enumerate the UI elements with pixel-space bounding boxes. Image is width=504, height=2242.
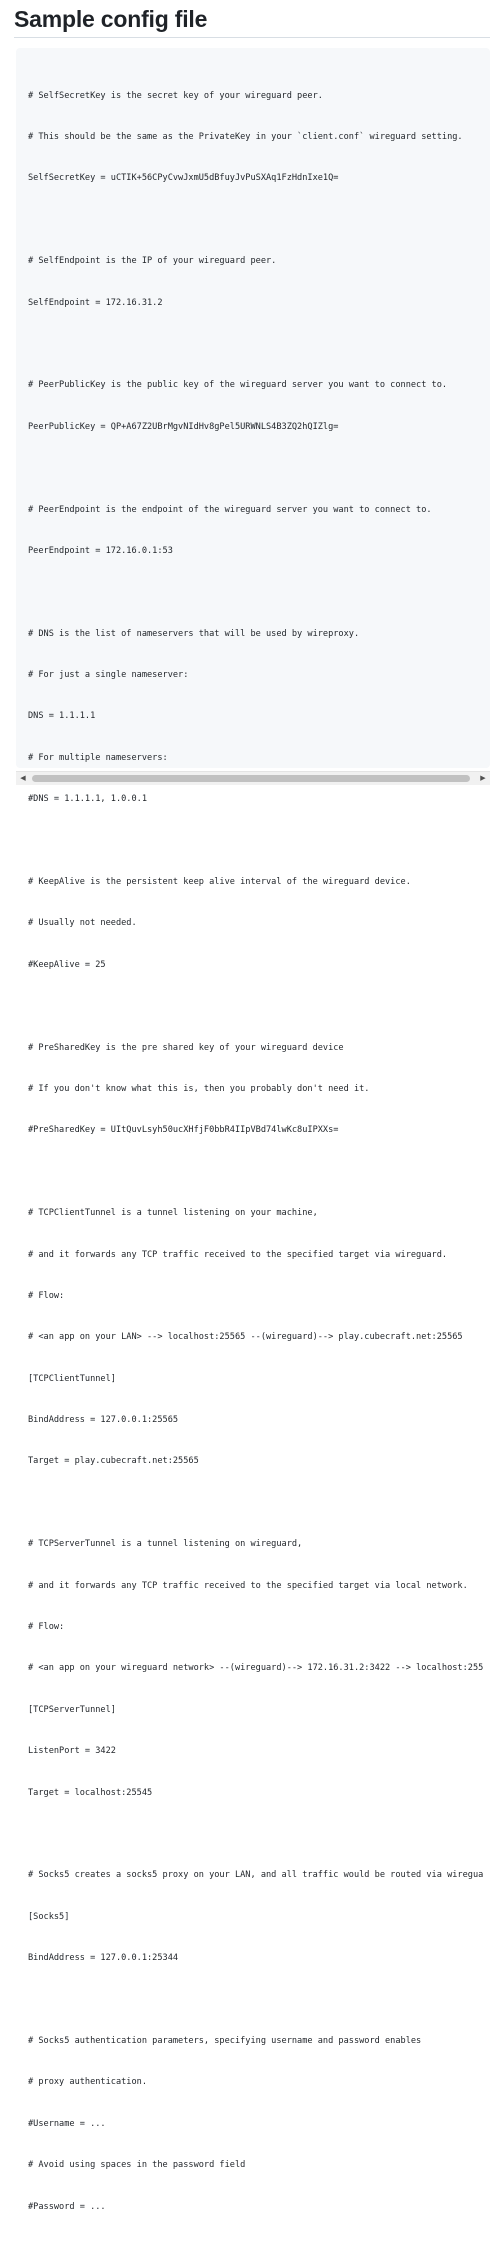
code-line: # PreSharedKey is the pre shared key of your wireguard device: [28, 1042, 344, 1053]
code-line: # This should be the same as the PrivateKey in your `client.conf` wireguard setting.: [28, 131, 463, 142]
code-line: [TCPServerTunnel]: [28, 1704, 116, 1715]
code-block: [16, 48, 490, 2212]
code-line: #PreSharedKey = UItQuvLsyh50ucXHfjF0bbR4IIpVBd74lwKc8uIPXXs=: [28, 1125, 339, 1136]
code-line: [28, 586, 483, 600]
code-line: # Avoid using spaces in the password field: [28, 2160, 246, 2171]
code-line: # Flow:: [28, 1290, 65, 1301]
code-line: BindAddress = 127.0.0.1:25344: [28, 1953, 179, 1964]
code-line: [28, 1497, 483, 1511]
code-line: # PeerPublicKey is the public key of the wireguard server you want to connect to.: [28, 380, 448, 391]
code-line: # and it forwards any TCP traffic received to the specified target via wireguard.: [28, 1249, 448, 1260]
code-line: # <an app on your LAN> --> localhost:25565 --(wireguard)--> play.cubecraft.net:25565: [28, 1332, 463, 1343]
code-line: ListenPort = 3422: [28, 1746, 116, 1757]
code-line: # Socks5 authentication parameters, specifying username and password enables: [28, 2035, 422, 2046]
code-line: # KeepAlive is the persistent keep alive interval of the wireguard device.: [28, 877, 411, 888]
code-line: # and it forwards any TCP traffic received to the specified target via local network.: [28, 1580, 468, 1591]
scrollbar-thumb[interactable]: [32, 775, 470, 782]
code-line: # proxy authentication.: [28, 2077, 147, 2088]
code-line: [TCPClientTunnel]: [28, 1373, 116, 1384]
code-line: SelfEndpoint = 172.16.31.2: [28, 297, 163, 308]
code-line: SelfSecretKey = uCTIK+56CPyCvwJxmU5dBfuyJvPuSXAq1FzHdnIxe1Q=: [28, 173, 339, 184]
code-line: # Socks5 creates a socks5 proxy on your LAN, and all traffic would be routed via wiregua: [28, 1870, 484, 1881]
code-line: [28, 835, 483, 849]
code-line: [28, 214, 483, 228]
code-line: #DNS = 1.1.1.1, 1.0.0.1: [28, 794, 147, 805]
code-line: # SelfSecretKey is the secret key of your wireguard peer.: [28, 90, 323, 101]
scroll-right-arrow-icon[interactable]: ▶: [480, 775, 486, 782]
code-line: [28, 1994, 483, 2008]
code-line: # For multiple nameservers:: [28, 752, 168, 763]
code-line: #Password = ...: [28, 2201, 106, 2212]
code-line: [Socks5]: [28, 1911, 70, 1922]
code-line: # If you don't know what this is, then you probably don't need it.: [28, 1083, 370, 1094]
code-line: [28, 1166, 483, 1180]
scroll-left-arrow-icon[interactable]: ◀: [20, 775, 26, 782]
code-line: Target = localhost:25545: [28, 1787, 153, 1798]
code-line: #Username = ...: [28, 2118, 106, 2129]
code-line: PeerEndpoint = 172.16.0.1:53: [28, 545, 173, 556]
code-line: # <an app on your wireguard network> --(wireguard)--> 172.16.31.2:3422 --> localhost:255: [28, 1663, 484, 1674]
heading-divider: [14, 37, 490, 38]
code-line: [28, 462, 483, 476]
code-line: # Flow:: [28, 1622, 65, 1633]
code-line: [28, 1000, 483, 1014]
code-line: [28, 338, 483, 352]
code-line: # SelfEndpoint is the IP of your wireguard peer.: [28, 256, 277, 267]
code-line: # TCPClientTunnel is a tunnel listening on your machine,: [28, 1208, 318, 1219]
code-line: # PeerEndpoint is the endpoint of the wireguard server you want to connect to.: [28, 504, 432, 515]
code-line: BindAddress = 127.0.0.1:25565: [28, 1415, 179, 1426]
code-line: # DNS is the list of nameservers that will be used by wireproxy.: [28, 628, 360, 639]
code-line: # TCPServerTunnel is a tunnel listening on wireguard,: [28, 1539, 303, 1550]
code-line: Target = play.cubecraft.net:25565: [28, 1456, 199, 1467]
code-line: [28, 1828, 483, 1842]
section-title: Sample config file: [14, 6, 208, 32]
code-line: PeerPublicKey = QP+A67Z2UBrMgvNIdHv8gPel5URWNLS4B3ZQ2hQIZlg=: [28, 421, 339, 432]
code-line: #KeepAlive = 25: [28, 959, 106, 970]
code-lines: [28, 62, 483, 2242]
horizontal-scrollbar[interactable]: [16, 771, 490, 785]
code-line: # For just a single nameserver:: [28, 670, 189, 681]
code-line: # Usually not needed.: [28, 918, 137, 929]
code-line: DNS = 1.1.1.1: [28, 711, 96, 722]
